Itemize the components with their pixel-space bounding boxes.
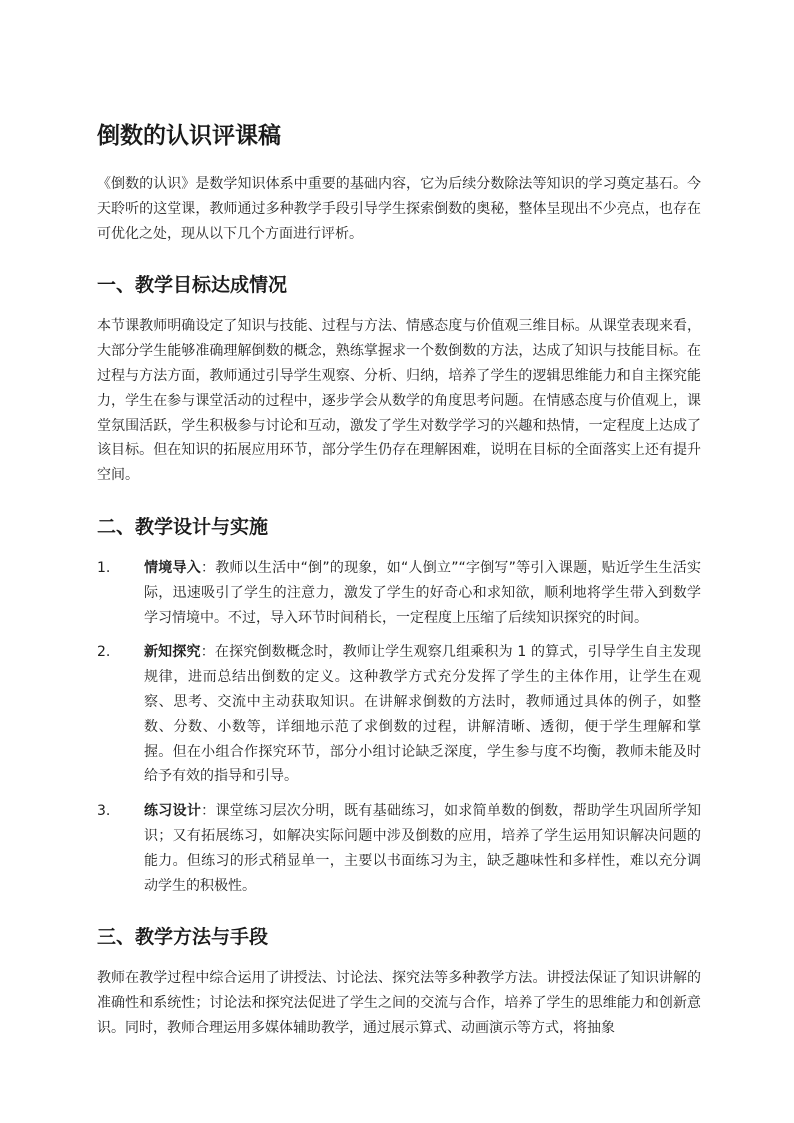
list-item-text: ：在探究倒数概念时，教师让学生观察几组乘积为 1 的算式，引导学生自主发现规律，进而总结出倒数的定义。这种教学方式充分发挥了学生的主体作用，让学生在观察、思考、交流中主动获取知识。在讲解求倒数的方法时，教师通过具体的例子，如整数、分数、小数等，详细地示范了求倒数的过程，讲解清晰、透彻，便于学生理解和掌握。但在小组合作探究环节，部分小组讨论缺乏深度，学生参与度不均衡，教师未能及时给予有效的指导和引导。 <box>144 644 702 785</box>
page-title: 倒数的认识评课稿 <box>97 123 281 149</box>
list-item-body <box>144 556 701 630</box>
list-item <box>97 799 701 898</box>
list-item-number: 1. <box>97 559 111 576</box>
list-item <box>97 556 701 630</box>
intro-paragraph: 《倒数的认识》是数学知识体系中重要的基础内容，它为后续分数除法等知识的学习奠定基石。今天聆听的这堂课，教师通过多种教学手段引导学生探索倒数的奥秘，整体呈现出不少亮点，也存在可优化之处，现从以下几个方面进行评析。 <box>97 176 701 242</box>
list-item-number: 2. <box>97 644 111 661</box>
section-1-heading: 一、教学目标达成情况 <box>97 274 288 297</box>
section-2-heading: 二、教学设计与实施 <box>97 515 269 538</box>
section-3-paragraph: 教师在教学过程中综合运用了讲授法、讨论法、探究法等多种教学方法。讲授法保证了知识讲解的准确性和系统性；讨论法和探究法促进了学生之间的交流与合作，培养了学生的思维能力和创新意识。同时，教师合理运用多媒体辅助教学，通过展示算式、动画演示等方式，将抽象 <box>97 970 701 1036</box>
section-3-heading: 三、教学方法与手段 <box>97 926 269 949</box>
list-item-label: 情境导入 <box>144 559 201 576</box>
document-page <box>97 116 701 1041</box>
list-item-body <box>144 799 701 898</box>
list-item-label: 练习设计 <box>144 803 202 820</box>
list-item-number: 3. <box>97 803 111 820</box>
section-2-list <box>97 556 701 898</box>
list-item-text: ：教师以生活中“倒”的现象，如“人倒立”“字倒写”等引入课题，贴近学生生活实际，迅速吸引了学生的注意力，激发了学生的好奇心和求知欲，顺利地将学生带入到数学学习情境中。不过，导入环节时间稍长，一定程度上压缩了后续知识探究的时间。 <box>144 559 702 626</box>
list-item <box>97 640 701 789</box>
section-1-paragraph: 本节课教师明确设定了知识与技能、过程与方法、情感态度与价值观三维目标。从课堂表现来看，大部分学生能够准确理解倒数的概念，熟练掌握求一个数倒数的方法，达成了知识与技能目标。在过程与方法方面，教师通过引导学生观察、分析、归纳，培养了学生的逻辑思维能力和自主探究能力，学生在参与课堂活动的过程中，逐步学会从数学的角度思考问题。在情感态度与价值观上，课堂氛围活跃，学生积极参与讨论和互动，激发了学生对数学学习的兴趣和热情，一定程度上达成了该目标。但在知识的拓展应用环节，部分学生仍存在理解困难，说明在目标的全面落实上还有提升空间。 <box>97 318 701 484</box>
list-item-body <box>144 640 701 789</box>
list-item-text: ：课堂练习层次分明，既有基础练习，如求简单数的倒数，帮助学生巩固所学知识；又有拓展练习，如解决实际问题中涉及倒数的应用，培养了学生运用知识解决问题的能力。但练习的形式稍显单一，主要以书面练习为主，缺乏趣味性和多样性，难以充分调动学生的积极性。 <box>144 803 702 894</box>
list-item-label: 新知探究 <box>144 644 201 661</box>
